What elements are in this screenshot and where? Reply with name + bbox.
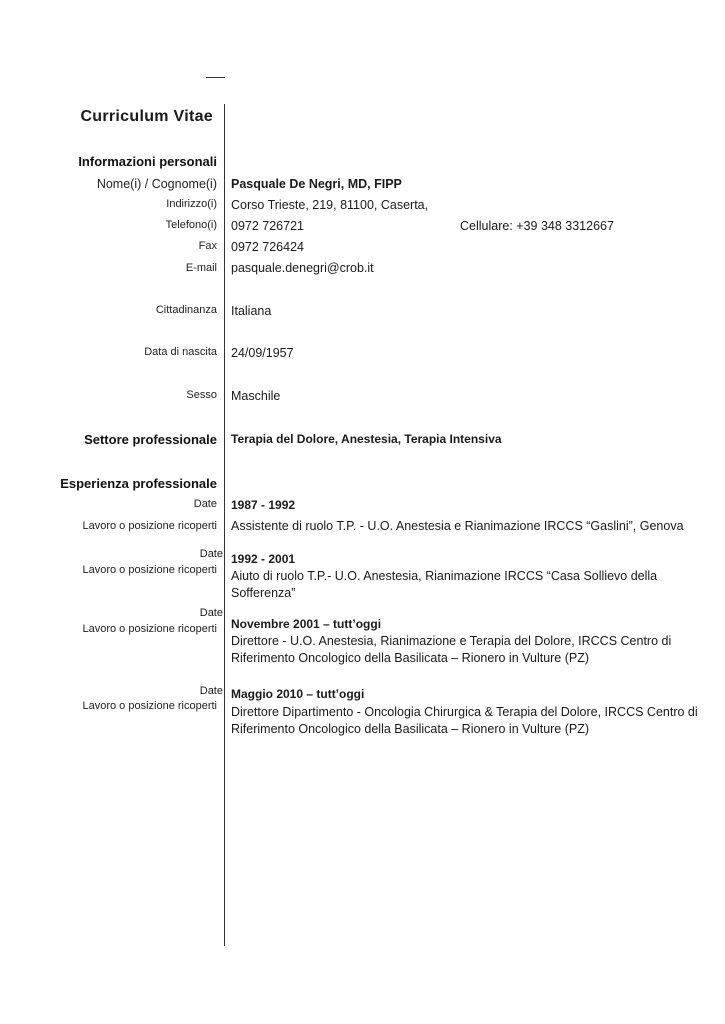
birth-date-label: Data di nascita [144,346,217,358]
email-label: E-mail [185,262,217,274]
sex-label: Sesso [186,389,217,401]
date-label: Date [193,498,217,510]
date-label: Date [199,548,223,560]
citizenship-value: Italiana [231,304,272,318]
personal-info-heading: Informazioni personali [78,154,217,169]
experience-date: Novembre 2001 – tutt’oggi [231,617,382,631]
email-value: pasquale.denegri@crob.it [231,261,374,275]
fax-label: Fax [198,240,217,252]
vertical-divider [224,104,225,946]
position-label: Lavoro o posizione ricoperti [82,700,217,712]
experience-heading: Esperienza professionale [60,476,217,491]
fax-value: 0972 726424 [231,240,304,254]
phone-label: Telefono(i) [165,219,217,231]
date-label: Date [199,685,223,697]
address-value: Corso Trieste, 219, 81100, Caserta, [231,198,429,212]
sector-value: Terapia del Dolore, Anestesia, Terapia Intensiva [231,432,502,446]
address-label: Indirizzo(i) [166,198,217,210]
experience-position: Aiuto di ruolo T.P.- U.O. Anestesia, Rianimazione IRCCS “Casa Sollievo della Sofferenza” [231,569,658,600]
position-label: Lavoro o posizione ricoperti [82,564,217,576]
experience-position: Assistente di ruolo T.P. - U.O. Anestesia e Rianimazione IRCCS “Gaslini”, Genova [231,519,684,533]
phone-value: 0972 726721 [231,219,304,233]
sex-value: Maschile [231,389,281,403]
name-label: Nome(i) / Cognome(i) [96,177,217,191]
experience-position: Direttore - U.O. Anestesia, Rianimazione e Terapia del Dolore, IRCCS Centro di Riferimento Oncologico della Basilicata – Rionero in Vulture (PZ) [231,634,672,665]
experience-date: 1992 - 2001 [231,552,296,566]
birth-date-value: 24/09/1957 [231,346,294,360]
experience-date: 1987 - 1992 [231,498,296,512]
position-label: Lavoro o posizione ricoperti [82,520,217,532]
mobile-value: Cellulare: +39 348 3312667 [460,219,614,233]
sector-heading: Settore professionale [84,432,217,447]
experience-position: Direttore Dipartimento - Oncologia Chirurgica & Terapia del Dolore, IRCCS Centro di Riferimento Oncologico della Basilicata – Rionero in Vulture (PZ) [231,705,698,736]
citizenship-label: Cittadinanza [155,304,217,316]
position-label: Lavoro o posizione ricoperti [82,623,217,635]
date-label: Date [199,607,223,619]
experience-date: Maggio 2010 – tutt’oggi [231,687,365,701]
cv-title: Curriculum Vitae [80,108,213,125]
top-divider [206,77,225,78]
name-value: Pasquale De Negri, MD, FIPP [231,177,402,191]
